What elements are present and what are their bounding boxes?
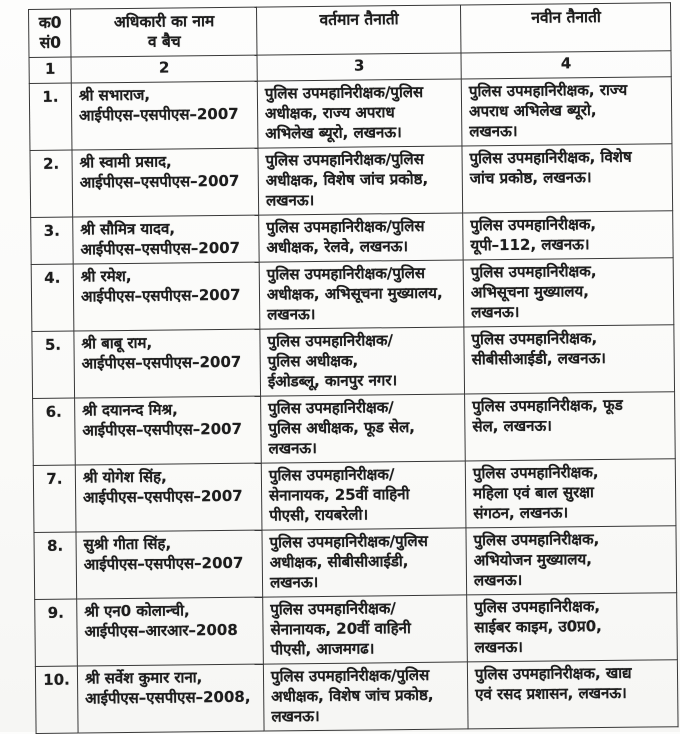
- column-number: 2: [71, 55, 257, 83]
- header-new-posting: नवीन तैनाती: [460, 3, 670, 53]
- new-posting-cell: पुलिस उपमहानिरीक्षक, विशेष जांच प्रकोष्ठ, लखनऊ।: [462, 144, 673, 213]
- name-cell: श्री सभाराज, आईपीएस–एसपीएस–2007: [71, 81, 258, 150]
- new-posting-cell: पुलिस उपमहानिरीक्षक, यूपी–112, लखनऊ।: [463, 211, 673, 260]
- table-row: [35, 593, 678, 667]
- header-name-batch: अधिकारी का नाम व बैच: [71, 7, 257, 57]
- name-cell: श्री रमेश, आईपीएस–एसपीएस–2007: [73, 262, 260, 331]
- serial-cell: 8.: [34, 532, 77, 599]
- scanned-document-page: [28, 2, 678, 734]
- name-cell: श्री सर्वेश कुमार राना, आईपीएस–एसपीएस–2008,: [77, 664, 264, 733]
- table-header: [29, 3, 672, 84]
- new-posting-cell: पुलिस उपमहानिरीक्षक, अभियोजन मुख्यालय, लखनऊ।: [466, 526, 677, 595]
- serial-cell: 1.: [29, 83, 72, 150]
- current-posting-cell: पुलिस उपमहानिरीक्षक/पुलिस अधीक्षक, रेलवे, लखनऊ।: [259, 213, 463, 262]
- header-current-posting: वर्तमान तैनाती: [256, 5, 460, 55]
- serial-cell: 4.: [31, 264, 74, 331]
- table-row: [35, 660, 678, 734]
- officer-transfer-table: [28, 2, 679, 734]
- current-posting-cell: पुलिस उपमहानिरीक्षक/ सेनानायक, 20वीं वाहिनी पीएसी, आजमगढ।: [263, 595, 468, 664]
- name-cell: श्री योगेश सिंह, आईपीएस–एसपीएस–2007: [75, 463, 262, 532]
- serial-cell: 10.: [35, 666, 78, 733]
- current-posting-cell: पुलिस उपमहानिरीक्षक/पुलिस अधीक्षक, अभिसूचना मुख्यालय, लखनऊ।: [259, 260, 464, 329]
- name-cell: श्री बाबू राम, आईपीएस–एसपीएस–2007: [74, 329, 261, 398]
- table-row: [30, 144, 673, 218]
- column-number: 1: [29, 57, 71, 83]
- serial-cell: 2.: [30, 150, 73, 217]
- table-row: [32, 325, 675, 399]
- header-row: [29, 3, 671, 58]
- name-cell: श्री दयानन्द मिश्र, आईपीएस–एसपीएस–2007: [75, 396, 262, 465]
- new-posting-cell: पुलिस उपमहानिरीक्षक, फूड सेल, लखनऊ।: [465, 392, 676, 461]
- serial-cell: 7.: [33, 465, 76, 532]
- serial-cell: 9.: [35, 599, 78, 666]
- table-row: [31, 211, 673, 265]
- name-cell: श्री स्वामी प्रसाद, आईपीएस–एसपीएस–2007: [72, 148, 259, 217]
- table-row: [29, 77, 672, 151]
- column-number: 3: [257, 53, 461, 81]
- new-posting-cell: पुलिस उपमहानिरीक्षक, खाद्य एवं रसद प्रशासन, लखनऊ।: [467, 660, 678, 729]
- name-cell: श्री सौमित्र यादव, आईपीएस–एसपीएस–2007: [73, 215, 259, 264]
- column-number: 4: [461, 51, 671, 79]
- table-row: [33, 392, 676, 466]
- new-posting-cell: पुलिस उपमहानिरीक्षक, अभिसूचना मुख्यालय, लखनऊ।: [463, 258, 674, 327]
- new-posting-cell: पुलिस उपमहानिरीक्षक, साईबर काइम, उ0प्र0, लखनऊ।: [467, 593, 678, 662]
- new-posting-cell: पुलिस उपमहानिरीक्षक, महिला एवं बाल सुरक्षा संगठन, लखनऊ।: [465, 459, 676, 528]
- current-posting-cell: पुलिस उपमहानिरीक्षक/पुलिस अधीक्षक, सीबीसीआईडी, लखनऊ।: [262, 528, 467, 597]
- serial-cell: 3.: [31, 217, 73, 264]
- current-posting-cell: पुलिस उपमहानिरीक्षक/ सेनानायक, 25वीं वाहिनी पीएसी, रायबरेली।: [261, 461, 466, 530]
- table-row: [34, 526, 677, 600]
- table-row: [31, 258, 674, 332]
- new-posting-cell: पुलिस उपमहानिरीक्षक, राज्य अपराध अभिलेख ब्यूरो, लखनऊ।: [461, 77, 672, 146]
- header-serial: क0 सं0: [29, 9, 72, 57]
- current-posting-cell: पुलिस उपमहानिरीक्षक/ पुलिस अधीक्षक, ईओडब्लू, कानपुर नगर।: [260, 327, 465, 396]
- current-posting-cell: पुलिस उपमहानिरीक्षक/पुलिस अधीक्षक, विशेष जांच प्रकोष्ठ, लखनऊ।: [258, 146, 463, 215]
- new-posting-cell: पुलिस उपमहानिरीक्षक, सीबीसीआईडी, लखनऊ।: [464, 325, 675, 394]
- officer-rows: [29, 77, 678, 734]
- serial-cell: 5.: [32, 331, 75, 398]
- name-cell: सुश्री गीता सिंह, आईपीएस–एसपीएस–2007: [76, 530, 263, 599]
- current-posting-cell: पुलिस उपमहानिरीक्षक/पुलिस अधीक्षक, राज्य अपराध अभिलेख ब्यूरो, लखनऊ।: [257, 79, 462, 148]
- name-cell: श्री एन0 कोलान्ची, आईपीएस–आरआर–2008: [77, 597, 264, 666]
- serial-cell: 6.: [33, 398, 76, 465]
- table-row: [33, 459, 676, 533]
- current-posting-cell: पुलिस उपमहानिरीक्षक/पुलिस अधीक्षक, विशेष जांच प्रकोष्ठ, लखनऊ।: [263, 662, 468, 731]
- current-posting-cell: पुलिस उपमहानिरीक्षक/ पुलिस अधीक्षक, फूड सेल, लखनऊ।: [261, 394, 466, 463]
